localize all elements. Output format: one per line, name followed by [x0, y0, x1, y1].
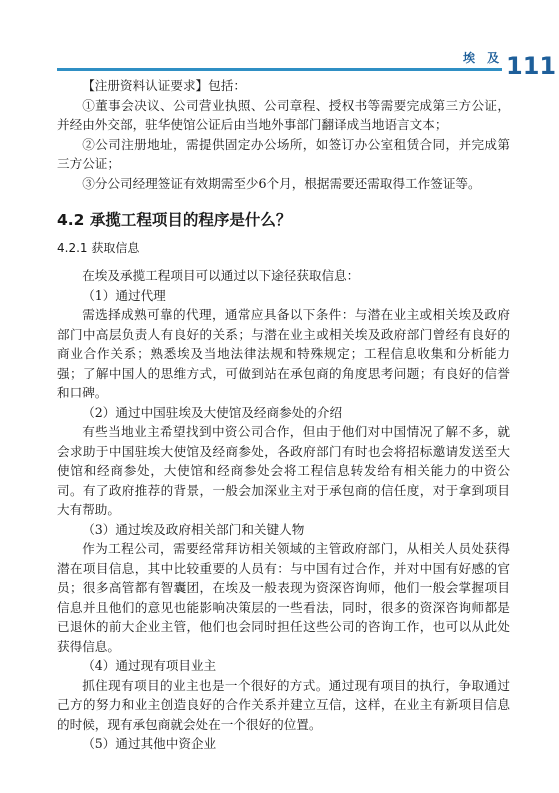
paragraph: ②公司注册地址，需提供固定办公场所，如签订办公室租赁合同，并完成第三方公证；: [57, 136, 510, 171]
paragraph: 在埃及承揽工程项目可以通过以下途径获取信息：: [82, 268, 360, 283]
page-number: 111: [506, 52, 557, 80]
list-heading: （1）通过代理: [82, 287, 166, 303]
paragraph: 【注册资料认证要求】包括：: [82, 78, 246, 93]
chapter-label: 埃 及: [463, 51, 504, 65]
section-heading: 4.2 承揽工程项目的程序是什么？: [57, 211, 292, 229]
paragraph: 需选择成熟可靠的代理，通常应具备以下条件：与潜在业主或相关埃及政府部门中高层负责人有良好的关系；与潜在业主或相关埃及政府部门曾经有良好的商业合作关系；熟悉埃及当地法律法规和特殊规定；工程信息收集和分析能力强；了解中国人的思维方式，可做到站在承包商的角度思考问题；有良好的信誉和口碑。: [57, 307, 510, 400]
paragraph: 抓住现有项目的业主也是一个很好的方式。通过现有项目的执行，争取通过己方的努力和业主创造良好的合作关系并建立互信，这样，在业主有新项目信息的时候，现有承包商就会处在一个很好的位置。: [57, 677, 510, 732]
list-heading: （5）通过其他中资企业: [82, 736, 217, 751]
paragraph: ①董事会决议、公司营业执照、公司章程、授权书等需要完成第三方公证，并经由外交部，驻华使馆公证后由当地外事部门翻译成当地语言文本；: [57, 97, 510, 132]
list-heading: （4）通过现有项目业主: [82, 658, 217, 673]
list-heading: （3）通过埃及政府相关部门和关键人物: [82, 521, 305, 537]
paragraph: 作为工程公司，需要经常拜访相关领域的主管政府部门，从相关人员处获得潜在项目信息，其中比较重要的人员有：与中国有过合作，并对中国有好感的官员；很多高管都有智囊团，在埃及一般表现为资深咨询师，他们一般会掌握项目信息并且他们的意见也能影响决策层的一些看法，同时，很多的资深咨询师都是已退休的前大企业主管，他们也会同时担任这些公司的咨询工作，也可以从此处获得信息。: [57, 541, 510, 654]
header-divider: [57, 68, 502, 71]
page-body: [57, 76, 510, 754]
list-heading: （2）通过中国驻埃及大使馆及经商参处的介绍: [82, 404, 343, 420]
paragraph: ③分公司经理签证有效期需至少6个月，根据需要还需取得工作签证等。: [82, 175, 481, 191]
subsection-heading: 4.2.1 获取信息: [57, 241, 140, 255]
paragraph: 有些当地业主希望找到中资公司合作，但由于他们对中国情况了解不多，就会求助于中国驻埃大使馆及经商参处，各政府部门有时也会将招标邀请发送至大使馆和经商参处，大使馆和经商参处会将工程信息转发给有相关能力的中资公司。有了政府推荐的背景，一般会加深业主对于承包商的信任度，对于拿到项目大有帮助。: [57, 424, 510, 517]
